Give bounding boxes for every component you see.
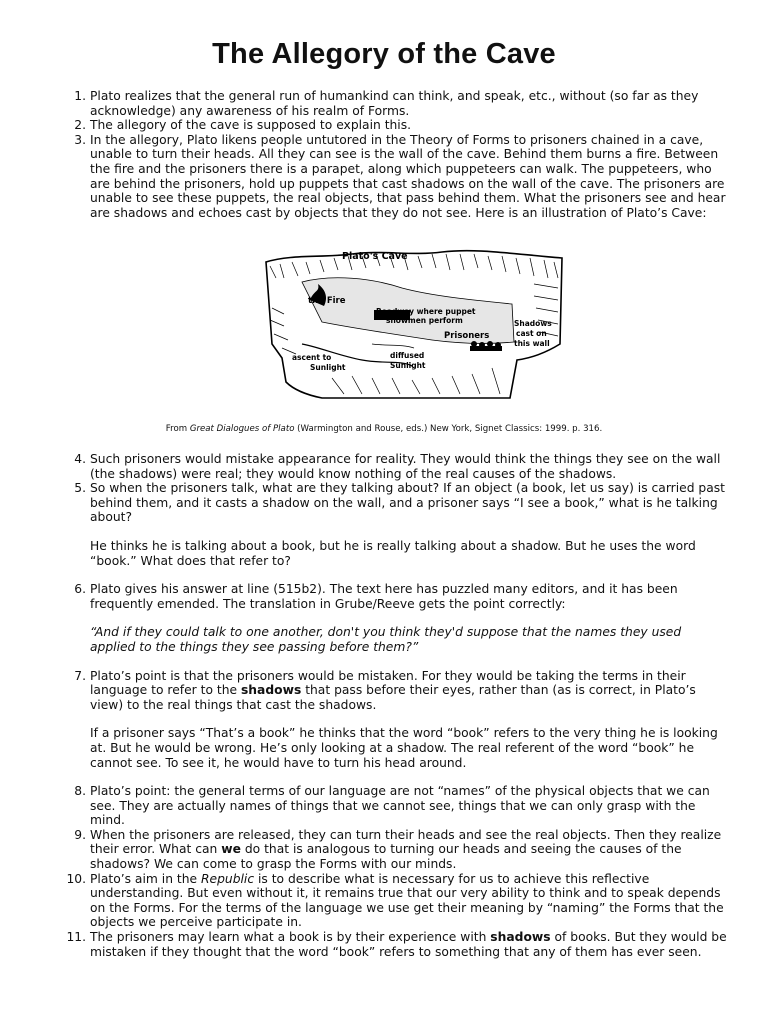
label-cast-on: cast on: [516, 329, 547, 338]
book-title: Great Dialogues of Plato: [189, 424, 295, 434]
label-fire: the Fire: [308, 296, 346, 306]
item-text: He thinks he is talking about a book, but he is really talking about a shadow. But he uses the word “book.” What does that refer to?: [90, 538, 696, 568]
item-text: Plato’s point is that the prisoners would be mistaken. For they would be taking the terms in their language to refer to the shadows that pass before their eyes, rather than (as is correct, in Plato’s view) to the real things that cast the shadows.: [90, 668, 696, 712]
list-item: [64, 582, 728, 654]
item-text: Plato’s point: the general terms of our language are not “names” of the physical objects that we can see. They are actually names of things that we cannot see, things that we can only grasp with the mind.: [90, 784, 710, 828]
label-prisoners: Prisoners: [444, 331, 490, 341]
list-item: [64, 872, 728, 930]
item-number: 5.: [74, 481, 86, 496]
item-number: 3.: [74, 132, 86, 147]
label-roadway-2: showmen perform: [386, 316, 463, 325]
label-ascent-sunlight: Sunlight: [310, 363, 346, 372]
list-item: [64, 118, 728, 133]
page-title: The Allegory of the Cave: [212, 38, 556, 70]
label-roadway: Roadway where puppet: [376, 307, 476, 316]
label-diffused-sunlight: Sunlight: [390, 361, 426, 370]
list-item: [64, 828, 728, 872]
item-text: Such prisoners would mistake appearance for reality. They would think the things they see on the wall (the shadows) were real; they would know nothing of the real causes of the shadows.: [90, 452, 721, 481]
platos-cave-illustration: [262, 248, 564, 400]
list-item: [64, 669, 728, 771]
item-number: 2.: [74, 118, 86, 133]
item-text: Plato realizes that the general run of humankind can think, and speak, etc., without (so far as they acknowledge) any awareness of his realm of Forms.: [90, 89, 699, 118]
item-text: The prisoners may learn what a book is by their experience with shadows of books. But they would be mistaken if they thought that the word “book” refers to something that any of them has ever seen.: [90, 930, 727, 959]
quote-text: “And if they could talk to one another, don't you think they'd suppose that the names they used applied to the things they see passing before them?”: [90, 625, 682, 654]
list-item: [64, 481, 728, 568]
list-item: [64, 133, 728, 221]
item-number: 9.: [74, 827, 86, 842]
item-number: 1.: [74, 89, 86, 103]
figure-title: Plato's Cave: [342, 251, 408, 262]
list-item: [64, 89, 728, 118]
item-number: 7.: [74, 668, 86, 683]
item-number: 11.: [66, 930, 86, 945]
item-text: If a prisoner says “That’s a book” he thinks that the word “book” refers to the very thing he is looking at. But he would be wrong. He’s only looking at a shadow. The real referent of the word “book” he cannot see. To see it, he would have to turn his head around.: [90, 726, 718, 770]
item-text: Plato’s aim in the Republic is to describe what is necessary for us to achieve this reflective understanding. But even without it, it remains true that our very ability to think and to speak depends on the Forms. For the terms of the language we use get their meaning by “naming” the Forms that the objects we perceive participate in.: [90, 871, 724, 930]
numbered-list-top: [64, 89, 728, 220]
item-text: When the prisoners are released, they can turn their heads and see the real objects. Then they realize their error. What can we do that is analogous to turning our heads and seeing the causes of the shadows? We can come to grasp the Forms with our minds.: [90, 827, 722, 872]
numbered-list-bottom: [64, 452, 728, 959]
label-this-wall: this wall: [514, 339, 550, 348]
item-number: 8.: [74, 784, 86, 799]
list-item: [64, 930, 728, 959]
item-text: In the allegory, Plato likens people untutored in the Theory of Forms to prisoners chained in a cave, unable to turn their heads. All they can see is the wall of the cave. Behind them burns a fire. Between the fire and the prisoners there is a parapet, along which puppeteers can walk. The puppeteers, who are behind the prisoners, hold up puppets that cast shadows on the wall of the cave. The prisoners are unable to see these puppets, the real objects, that pass behind them. What the prisoners see and hear are shadows and echoes cast by objects that they do not see. Here is an illustration of Plato’s Cave:: [90, 132, 726, 220]
list-item: [64, 784, 728, 828]
label-ascent: ascent to: [292, 353, 332, 362]
item-number: 4.: [74, 452, 86, 466]
item-number: 10.: [66, 871, 86, 886]
list-item: [64, 452, 728, 481]
item-text: Plato gives his answer at line (515b2). The text here has puzzled many editors, and it has been frequently emended. The translation in Grube/Reeve gets the point correctly:: [90, 582, 678, 611]
label-diffused: diffused: [390, 351, 425, 360]
item-text: So when the prisoners talk, what are they talking about? If an object (a book, let us say) is carried past behind them, and it casts a shadow on the wall, and a prisoner says “I see a book,” what is he talking about?: [90, 481, 725, 525]
figure-caption: From Great Dialogues of Plato (Warmington and Rouse, eds.) New York, Signet Classics: 1999. p. 316.: [165, 424, 603, 434]
label-shadows: Shadows: [514, 319, 552, 328]
item-number: 6.: [74, 582, 86, 597]
item-text: The allegory of the cave is supposed to explain this.: [90, 118, 412, 133]
